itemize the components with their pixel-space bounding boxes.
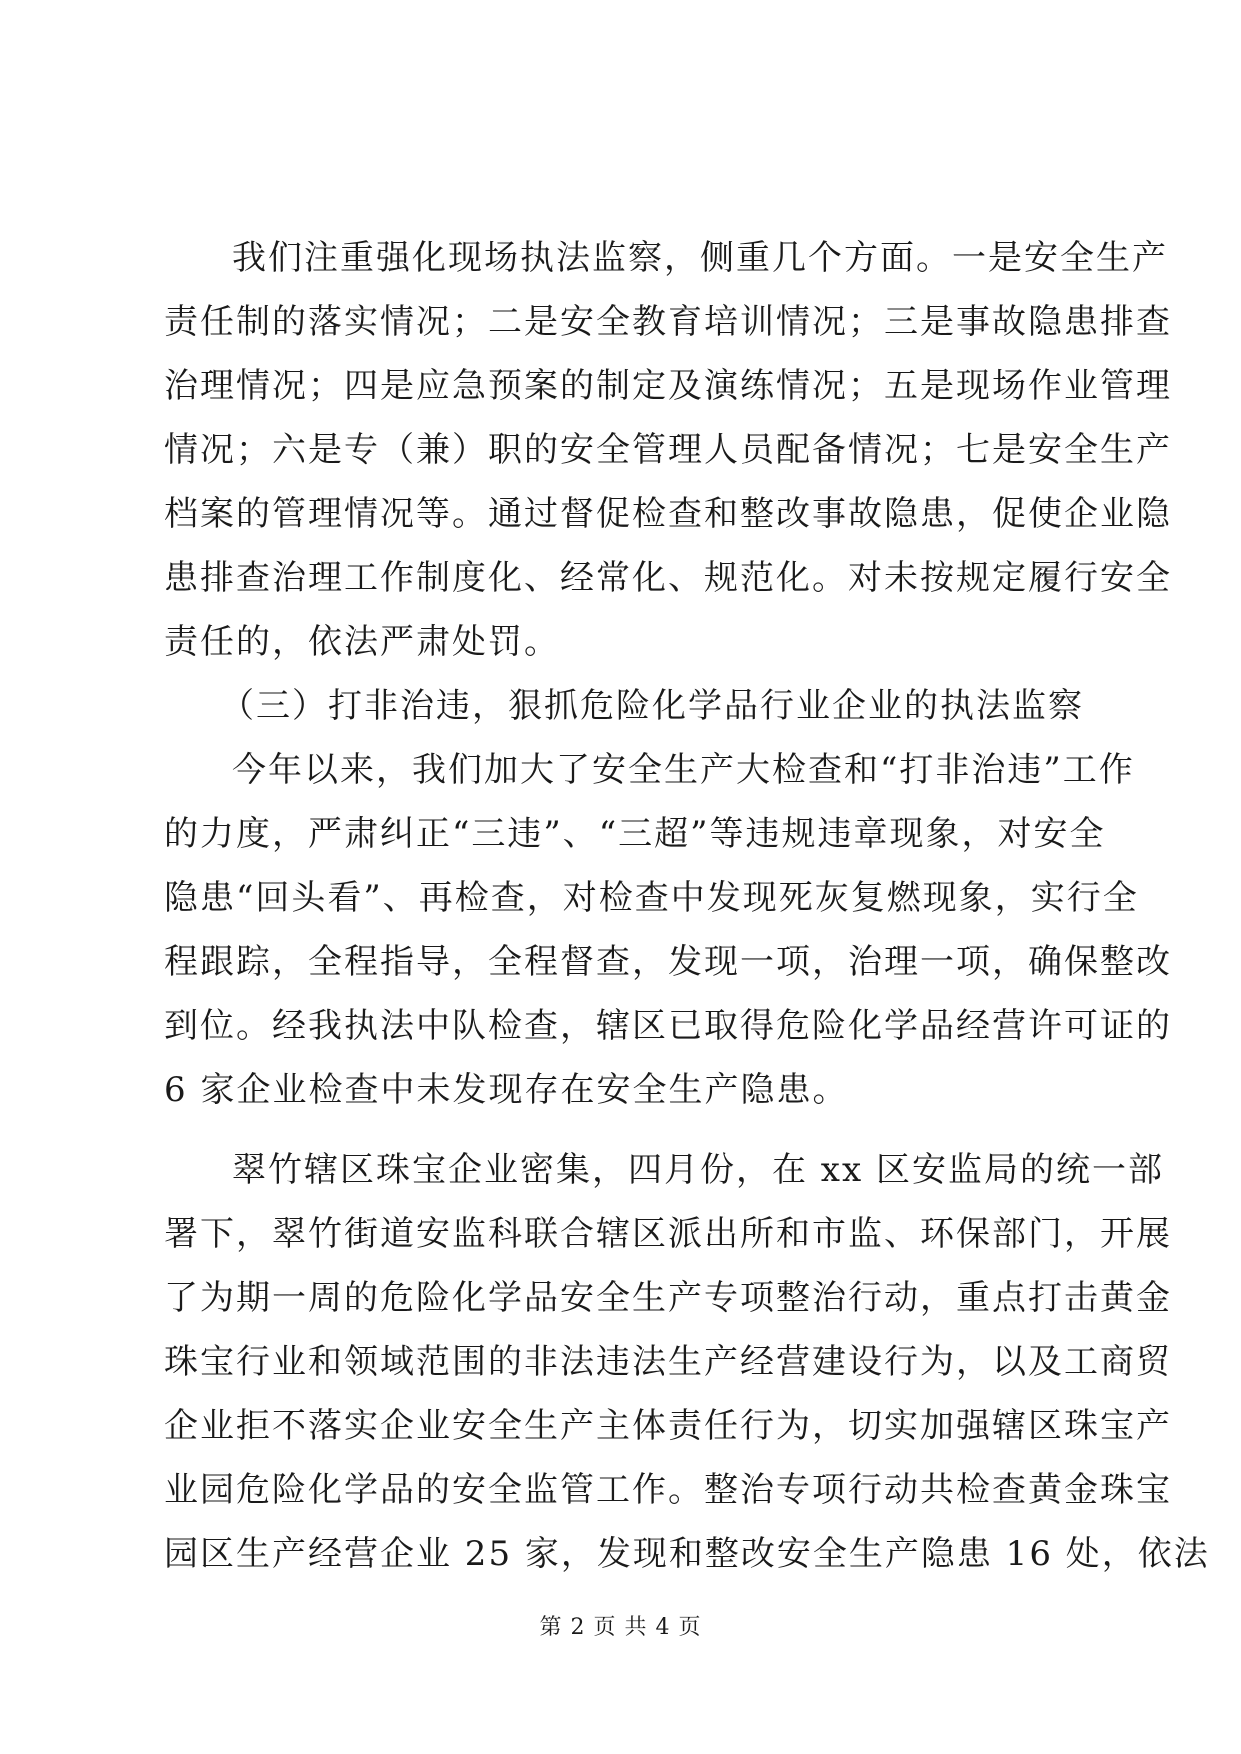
heading-line: （三）打非治违，狠抓危险化学品行业企业的执法监察 [220, 686, 1084, 726]
text-line: 责任制的落实情况；二是安全教育培训情况；三是事故隐患排查 [164, 302, 1172, 342]
text-line: 到位。经我执法中队检查，辖区已取得危险化学品经营许可证的 [164, 1006, 1172, 1046]
section-heading [220, 674, 1084, 738]
text-line: 园区生产经营企业 25 家，发现和整改安全生产隐患 16 处，依法 [164, 1534, 1210, 1574]
text-line: 程跟踪，全程指导，全程督查，发现一项，治理一项，确保整改 [164, 942, 1172, 982]
paragraph [164, 1138, 1210, 1586]
page-footer: 第 2 页 共 4 页 [539, 1615, 702, 1640]
text-line: 6 家企业检查中未发现存在安全生产隐患。 [164, 1070, 849, 1110]
paragraph [164, 738, 1172, 1122]
text-line: 翠竹辖区珠宝企业密集，四月份，在 xx 区安监局的统一部 [232, 1150, 1164, 1190]
text-line: 责任的，依法严肃处罚。 [164, 622, 560, 662]
text-line: 治理情况；四是应急预案的制定及演练情况；五是现场作业管理 [164, 366, 1172, 406]
body-text [164, 226, 1210, 1586]
text-line: 珠宝行业和领域范围的非法违法生产经营建设行为，以及工商贸 [164, 1342, 1172, 1382]
text-line: 业园危险化学品的安全监管工作。整治专项行动共检查黄金珠宝 [164, 1470, 1172, 1510]
paragraph [164, 226, 1172, 674]
text-line: 署下，翠竹街道安监科联合辖区派出所和市监、环保部门，开展 [164, 1214, 1172, 1254]
text-line: 的力度，严肃纠正“三违”、“三超”等违规违章现象，对安全 [164, 814, 1106, 854]
text-line: 企业拒不落实企业安全生产主体责任行为，切实加强辖区珠宝产 [164, 1406, 1172, 1446]
text-line: 情况；六是专（兼）职的安全管理人员配备情况；七是安全生产 [164, 430, 1172, 470]
text-line: 档案的管理情况等。通过督促检查和整改事故隐患，促使企业隐 [164, 494, 1172, 534]
text-line: 了为期一周的危险化学品安全生产专项整治行动，重点打击黄金 [164, 1278, 1172, 1318]
text-line: 隐患“回头看”、再检查，对检查中发现死灰复燃现象，实行全 [164, 878, 1139, 918]
text-line: 患排查治理工作制度化、经常化、规范化。对未按规定履行安全 [164, 558, 1172, 598]
text-line: 我们注重强化现场执法监察，侧重几个方面。一是安全生产 [232, 238, 1168, 278]
text-line: 今年以来，我们加大了安全生产大检查和“打非治违”工作 [232, 750, 1135, 790]
